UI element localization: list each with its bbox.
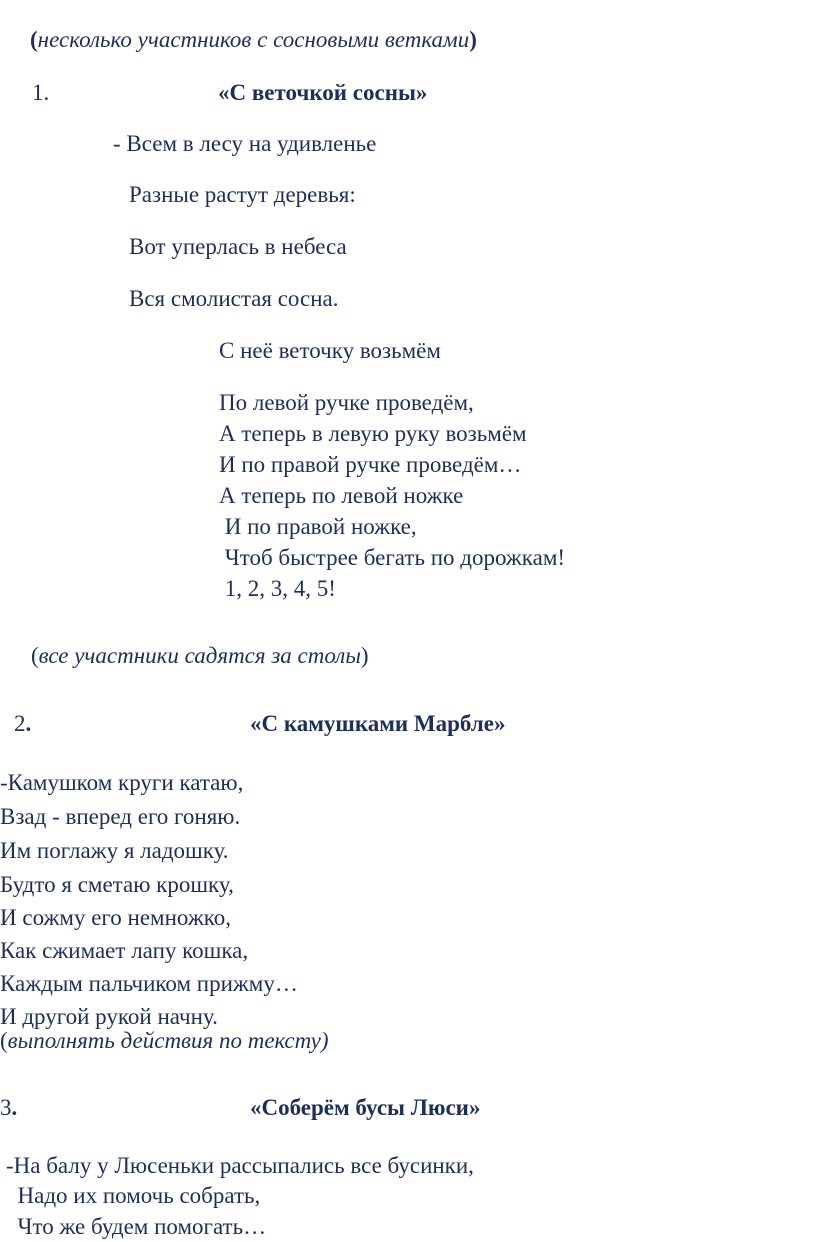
- section1-number: 1.: [32, 80, 50, 105]
- section1-line: Вся смолистая сосна.: [129, 286, 339, 311]
- section2-line: Им поглажу я ладошку.: [0, 838, 229, 863]
- section2-line: И сожму его немножко,: [0, 905, 231, 930]
- section1-line: А теперь в левую руку возьмём: [219, 421, 527, 446]
- section1-line: По левой ручке проведём,: [219, 390, 474, 415]
- section1-line: А теперь по левой ножке: [219, 483, 464, 508]
- section1-line: 1, 2, 3, 4, 5!: [219, 576, 336, 601]
- intro-text: несколько участников с сосновыми ветками: [37, 27, 470, 52]
- intro-note: [30, 28, 477, 51]
- section2-line: И другой рукой начну.: [0, 1004, 218, 1029]
- section3-title: «Соберём бусы Люси»: [250, 1095, 481, 1120]
- section2-line: Будто я сметаю крошку,: [0, 872, 234, 897]
- section2-line: Каждым пальчиком прижму…: [0, 971, 298, 996]
- section1-line: Чтоб быстрее бегать по дорожкам!: [219, 545, 566, 570]
- section3-line: Что же будем помогать…: [6, 1214, 267, 1239]
- section1-title: «С веточкой сосны»: [218, 80, 428, 105]
- section1-note: (все участники садятся за столы): [31, 643, 369, 668]
- section1-line: И по правой ручке проведём…: [219, 452, 522, 477]
- section3-line: -На балу у Люсеньки рассыпались все бусинки,: [6, 1153, 474, 1178]
- section3-number: 3.: [0, 1095, 18, 1120]
- section2-number: 2.: [14, 711, 32, 736]
- section2-title: «С камушками Марбле»: [250, 711, 506, 736]
- intro-close-paren: ): [469, 27, 477, 52]
- section2-note: (выполнять действия по тексту): [0, 1028, 329, 1053]
- intro-open-paren: (: [30, 27, 38, 52]
- section1-line: - Всем в лесу на удивленье: [113, 131, 377, 156]
- section2-line: Взад - вперед его гоняю.: [0, 804, 241, 829]
- section2-line: -Камушком круги катаю,: [0, 770, 244, 795]
- section1-line: Вот уперлась в небеса: [129, 234, 347, 259]
- section1-line: С неё веточку возьмём: [219, 338, 441, 363]
- section1-line: Разные растут деревья:: [129, 182, 356, 207]
- section2-line: Как сжимает лапу кошка,: [0, 938, 249, 963]
- section1-line: И по правой ножке,: [219, 514, 417, 539]
- section3-line: Надо их помочь собрать,: [6, 1183, 261, 1208]
